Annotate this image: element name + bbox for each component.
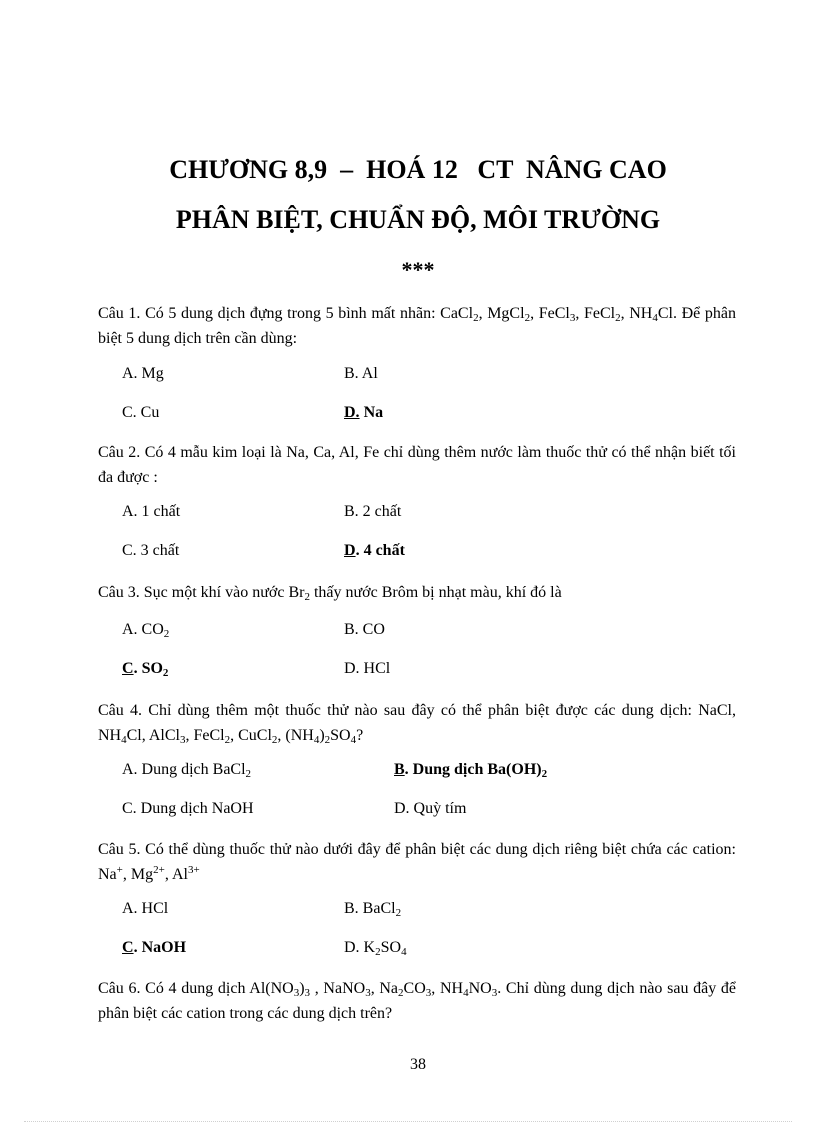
topic-title: PHÂN BIỆT, CHUẨN ĐỘ, MÔI TRƯỜNG — [175, 205, 661, 234]
q1-option-a: A. Mg — [122, 365, 164, 382]
q5-option-c-answer: C. NaOH — [122, 939, 187, 956]
question-5-text: Câu 5. Có thể dùng thuốc thử nào dưới đây để phân biệt các dung dịch riêng biệt chứa các cation: Na+, $Mg^{2+}$, $Al^{3+}$ — [98, 841, 736, 883]
q1-option-c: C. Cu — [122, 404, 160, 421]
page-bottom-divider — [24, 1121, 792, 1122]
question-4-text: Câu 4. Chỉ dùng thêm một thuốc thử nào sau đây có thể phân biệt được các dung dịch: NaCl, $NH_4Cl$, AlCl$_3$, FeCl$_2$, CuCl$_2$, $(NH_4)_2SO_4$? — [98, 702, 736, 746]
q3-option-d: D. HCl — [344, 660, 391, 677]
q3-option-c-answer: C. $SO_2$ — [122, 660, 169, 679]
question-2-text: Câu 2. Có 4 mẫu kim loại là Na, Ca, Al, Fe chỉ dùng thêm nước làm thuốc thử có thể nhận biết tối đa được : — [98, 444, 736, 486]
title-stars: *** — [401, 257, 435, 282]
q5-option-d: D. $K_2SO_4$ — [344, 939, 407, 958]
page-number: 38 — [410, 1056, 426, 1073]
q4-option-b-answer: B. Dung dịch $Ba(OH)_2$ — [394, 761, 548, 780]
q3-option-a: A. $CO_2$ — [122, 621, 170, 640]
q5-option-a: A. HCl — [122, 900, 169, 917]
q3-option-b: B. CO — [344, 621, 385, 638]
question-6-text: Câu 6. Có 4 dung dịch $Al(NO_3)_3$ , NaNO$_3$, $Na_2CO_3$, $NH_4NO_3$. Chỉ dùng dung dịch nào sau đây để phân biệt các cation trong các dung dịch trên? — [98, 980, 737, 1022]
q1-option-d-answer: D. Na — [344, 404, 384, 421]
q2-option-b: B. 2 chất — [344, 503, 402, 520]
q2-option-d-answer: D. 4 chất — [344, 542, 405, 559]
q4-option-d: D. Quỳ tím — [394, 800, 467, 817]
q4-option-a: A. Dung dịch BaCl$_2$ — [122, 761, 252, 780]
q4-option-c: C. Dung dịch NaOH — [122, 800, 254, 817]
q5-option-b: B. BaCl$_2$ — [344, 900, 402, 919]
question-3-text: Câu 3. Sục một khí vào nước $Br_2$ thấy nước Brôm bị nhạt màu, khí đó là — [98, 584, 562, 603]
question-1-text: Câu 1. Có 5 dung dịch đựng trong 5 bình mất nhãn: CaCl$_2$, MgCl$_2$, FeCl$_3$, FeCl$_2$, $NH_4Cl$. Để phân biệt 5 dung dịch trên cần dùng: — [98, 305, 737, 347]
q2-option-a: A. 1 chất — [122, 503, 181, 520]
chapter-title: CHƯƠNG 8,9 – HOÁ 12 CT NÂNG CAO — [169, 155, 667, 184]
q1-option-b: B. Al — [344, 365, 378, 382]
q2-option-c: C. 3 chất — [122, 542, 180, 559]
